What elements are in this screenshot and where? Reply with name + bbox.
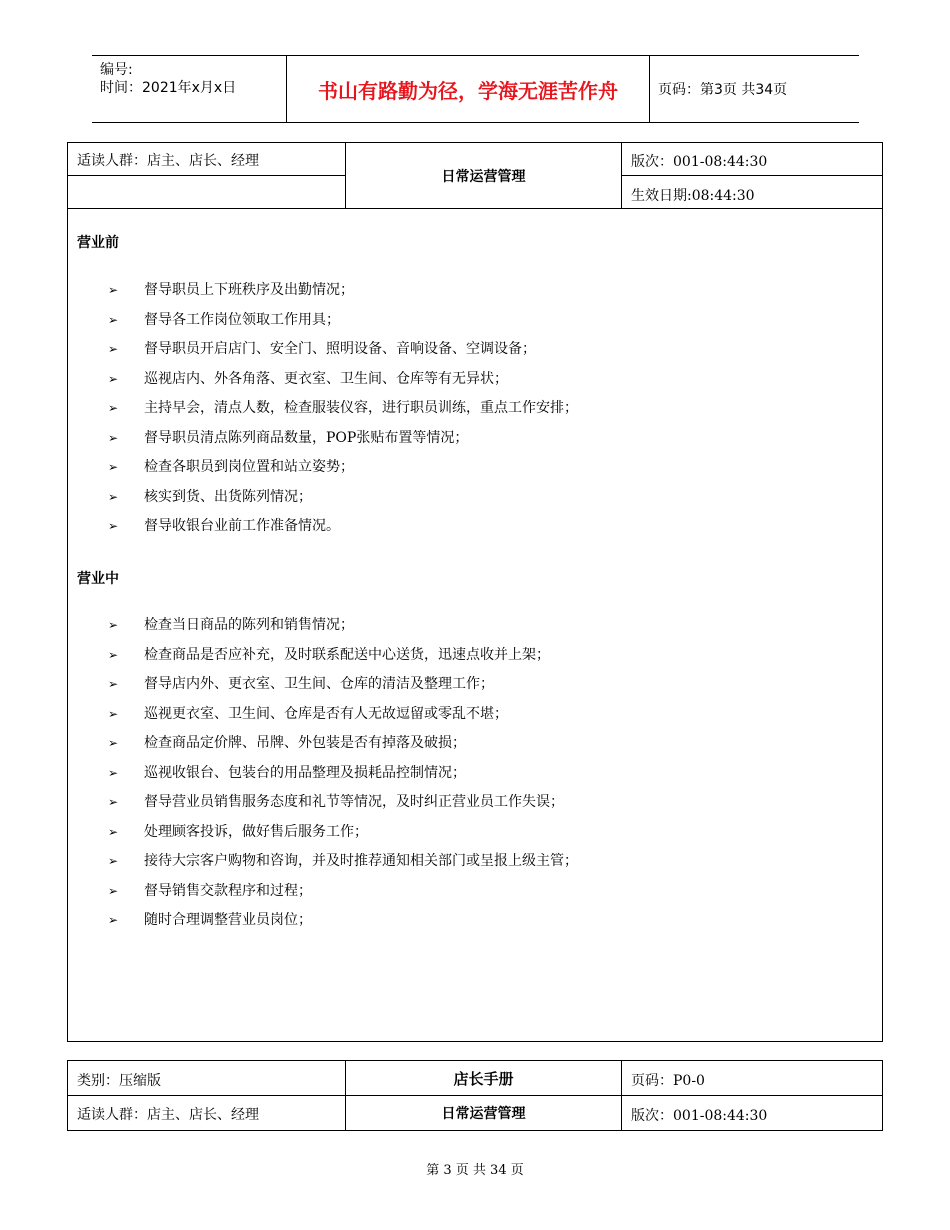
arrow-bullet-icon: ➢ bbox=[108, 883, 119, 898]
list-item: ➢ 巡视店内、外各角落、更衣室、卫生间、仓库等有无异状； bbox=[108, 370, 508, 387]
arrow-bullet-icon: ➢ bbox=[108, 765, 119, 780]
list-item: ➢ 检查商品是否应补充，及时联系配送中心送货，迅速点收并上架； bbox=[108, 646, 550, 663]
arrow-bullet-icon: ➢ bbox=[108, 401, 119, 415]
list-item: ➢ 督导店内外、更衣室、卫生间、仓库的清洁及整理工作； bbox=[108, 676, 494, 692]
section-title: 营业中 bbox=[77, 571, 119, 587]
arrow-bullet-icon: ➢ bbox=[108, 736, 119, 750]
arrow-bullet-icon: ➢ bbox=[108, 854, 119, 868]
list-item: ➢ 处理顾客投诉，做好售后服务工作； bbox=[108, 823, 368, 840]
arrow-bullet-icon: ➢ bbox=[108, 489, 119, 504]
list-item: ➢ 接待大宗客户购物和咨询，并及时推荐通知相关部门或呈报上级主管； bbox=[108, 853, 578, 869]
doc-title: 日常运营管理 bbox=[345, 143, 622, 208]
bullet-list bbox=[108, 281, 578, 547]
serial-label: 编号: bbox=[100, 62, 133, 78]
page-code: 页码：P0-0 bbox=[622, 1061, 882, 1096]
header-page-info: 页码：第3页 共34页 bbox=[658, 82, 788, 98]
arrow-bullet-icon: ➢ bbox=[108, 706, 119, 721]
arrow-bullet-icon: ➢ bbox=[108, 342, 119, 356]
arrow-bullet-icon: ➢ bbox=[108, 519, 119, 533]
section-title: 营业前 bbox=[77, 235, 119, 251]
arrow-bullet-icon: ➢ bbox=[108, 795, 119, 809]
list-item: ➢ 督导职员上下班秩序及出勤情况； bbox=[108, 282, 354, 298]
list-item: ➢ 主持早会，清点人数，检查服装仪容，进行职员训练，重点工作安排； bbox=[108, 400, 578, 416]
list-item: ➢ 督导职员开启店门、安全门、照明设备、音响设备、空调设备； bbox=[108, 341, 536, 357]
footer-version: 版次：001-08:44:30 bbox=[631, 1108, 768, 1124]
arrow-bullet-icon: ➢ bbox=[108, 371, 119, 386]
empty-cell bbox=[68, 176, 345, 208]
arrow-bullet-icon: ➢ bbox=[108, 430, 119, 445]
arrow-bullet-icon: ➢ bbox=[108, 647, 119, 662]
list-item: ➢ 督导销售交款程序和过程； bbox=[108, 882, 312, 899]
list-item: ➢ 督导各工作岗位领取工作用具； bbox=[108, 311, 340, 328]
motto: 书山有路勤为径，学海无涯苦作舟 bbox=[286, 56, 650, 122]
list-item: ➢ 督导职员清点陈列商品数量，POP张贴布置等情况； bbox=[108, 429, 469, 446]
manual-title: 店长手册 bbox=[345, 1061, 622, 1096]
footer-table bbox=[67, 1060, 883, 1131]
footer-audience: 适读人群：店主、店长、经理 bbox=[77, 1107, 259, 1123]
arrow-bullet-icon: ➢ bbox=[108, 460, 119, 474]
list-item: ➢ 督导收银台业前工作准备情况。 bbox=[108, 518, 340, 534]
doc-info-table bbox=[67, 142, 883, 209]
list-item: ➢ 巡视更衣室、卫生间、仓库是否有人无故逗留或零乱不堪； bbox=[108, 705, 508, 722]
header-meta bbox=[92, 56, 286, 122]
list-item: ➢ 检查当日商品的陈列和销售情况； bbox=[108, 617, 354, 633]
page-number-footer: 第 3 页 共 34 页 bbox=[426, 1163, 524, 1178]
list-item: ➢ 核实到货、出货陈列情况； bbox=[108, 488, 312, 505]
arrow-bullet-icon: ➢ bbox=[108, 312, 119, 327]
arrow-bullet-icon: ➢ bbox=[108, 618, 119, 632]
arrow-bullet-icon: ➢ bbox=[108, 913, 119, 927]
list-item: ➢ 巡视收银台、包装台的用品整理及损耗品控制情况； bbox=[108, 764, 466, 781]
bullet-list bbox=[108, 616, 578, 941]
audience: 适读人群：店主、店长、经理 bbox=[68, 143, 345, 176]
arrow-bullet-icon: ➢ bbox=[108, 283, 119, 297]
list-item: ➢ 检查各职员到岗位置和站立姿势； bbox=[108, 459, 354, 475]
list-item: ➢ 检查商品定价牌、吊牌、外包装是否有掉落及破损； bbox=[108, 735, 466, 751]
list-item: ➢ 督导营业员销售服务态度和礼节等情况，及时纠正营业员工作失误； bbox=[108, 794, 564, 810]
content-box bbox=[67, 208, 883, 1042]
effective-date: 生效日期:08:44:30 bbox=[631, 188, 755, 204]
footer-doc-title: 日常运营管理 bbox=[345, 1096, 622, 1130]
list-item: ➢ 随时合理调整营业员岗位； bbox=[108, 912, 312, 928]
arrow-bullet-icon: ➢ bbox=[108, 824, 119, 839]
page-header bbox=[92, 55, 859, 123]
arrow-bullet-icon: ➢ bbox=[108, 677, 119, 691]
time-label: 时间：2021年x月x日 bbox=[100, 80, 237, 96]
category: 类别：压缩版 bbox=[68, 1061, 345, 1096]
version: 版次：001-08:44:30 bbox=[622, 143, 882, 176]
